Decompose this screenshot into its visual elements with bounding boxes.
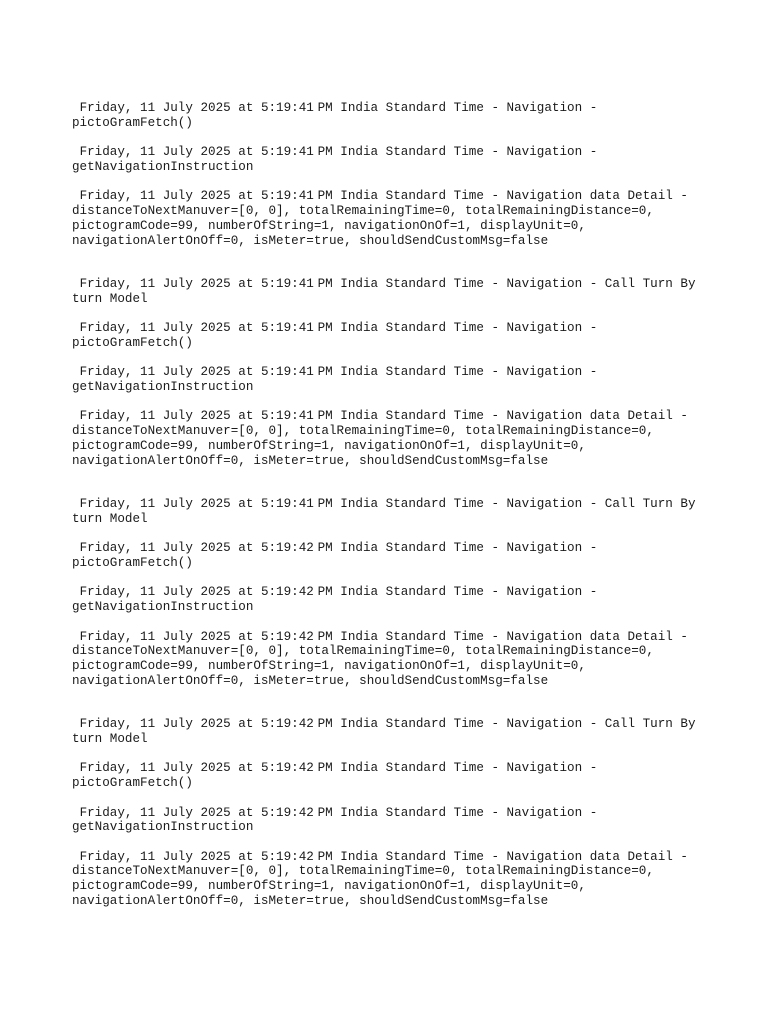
log-entry-call-turn-by-turn: Friday, 11 July 2025 at 5:19:41 PM India Standard Time - Navigation - Call Turn By turn Model: [72, 277, 704, 306]
log-entry-data-detail: Friday, 11 July 2025 at 5:19:42 PM India Standard Time - Navigation data Detail - distanceToNextManuver=[0, 0], totalRemainingTime=0, totalRemainingDistance=0, pictogramCode=99, numberOfString=1, navigationOnOf=1, displayUnit=0, navigationAlertOnOff=0, isMeter=true, shouldSendCustomMsg=false: [72, 849, 696, 909]
log-entry-get-instruction: Friday, 11 July 2025 at 5:19:42 PM India Standard Time - Navigation - getNavigationInstruction: [72, 805, 605, 835]
log-entry-data-detail: Friday, 11 July 2025 at 5:19:41 PM India Standard Time - Navigation data Detail - distanceToNextManuver=[0, 0], totalRemainingTime=0, totalRemainingDistance=0, pictogramCode=99, numberOfString=1, navigationOnOf=1, displayUnit=0, navigationAlertOnOff=0, isMeter=true, shouldSendCustomMsg=false: [72, 409, 696, 468]
log-entry-pictogram-fetch: Friday, 11 July 2025 at 5:19:42 PM India Standard Time - Navigation - pictoGramFetch(): [72, 761, 605, 791]
log-entry-data-detail: Friday, 11 July 2025 at 5:19:42 PM India Standard Time - Navigation data Detail - distanceToNextManuver=[0, 0], totalRemainingTime=0, totalRemainingDistance=0, pictogramCode=99, numberOfString=1, navigationOnOf=1, displayUnit=0, navigationAlertOnOff=0, isMeter=true, shouldSendCustomMsg=false: [72, 629, 696, 688]
log-entry-call-turn-by-turn: Friday, 11 July 2025 at 5:19:42 PM India Standard Time - Navigation - Call Turn By turn Model: [72, 717, 704, 747]
log-entry-call-turn-by-turn: Friday, 11 July 2025 at 5:19:41 PM India Standard Time - Navigation - Call Turn By turn Model: [72, 497, 704, 527]
log-entry-get-instruction: Friday, 11 July 2025 at 5:19:41 PM India Standard Time - Navigation - getNavigationInstruction: [72, 365, 605, 395]
log-document: [72, 101, 712, 938]
log-entry-data-detail: Friday, 11 July 2025 at 5:19:41 PM India Standard Time - Navigation data Detail - distanceToNextManuver=[0, 0], totalRemainingTime=0, totalRemainingDistance=0, pictogramCode=99, numberOfString=1, navigationOnOf=1, displayUnit=0, navigationAlertOnOff=0, isMeter=true, shouldSendCustomMsg=false: [72, 189, 696, 248]
log-entry-pictogram-fetch: Friday, 11 July 2025 at 5:19:41 PM India Standard Time - Navigation - pictoGramFetch(): [72, 101, 605, 130]
log-entry-get-instruction: Friday, 11 July 2025 at 5:19:42 PM India Standard Time - Navigation - getNavigationInstruction: [72, 585, 605, 615]
log-entry-pictogram-fetch: Friday, 11 July 2025 at 5:19:41 PM India Standard Time - Navigation - pictoGramFetch(): [72, 321, 605, 350]
log-entry-pictogram-fetch: Friday, 11 July 2025 at 5:19:42 PM India Standard Time - Navigation - pictoGramFetch(): [72, 541, 605, 571]
log-entry-get-instruction: Friday, 11 July 2025 at 5:19:41 PM India Standard Time - Navigation - getNavigationInstruction: [72, 145, 605, 174]
